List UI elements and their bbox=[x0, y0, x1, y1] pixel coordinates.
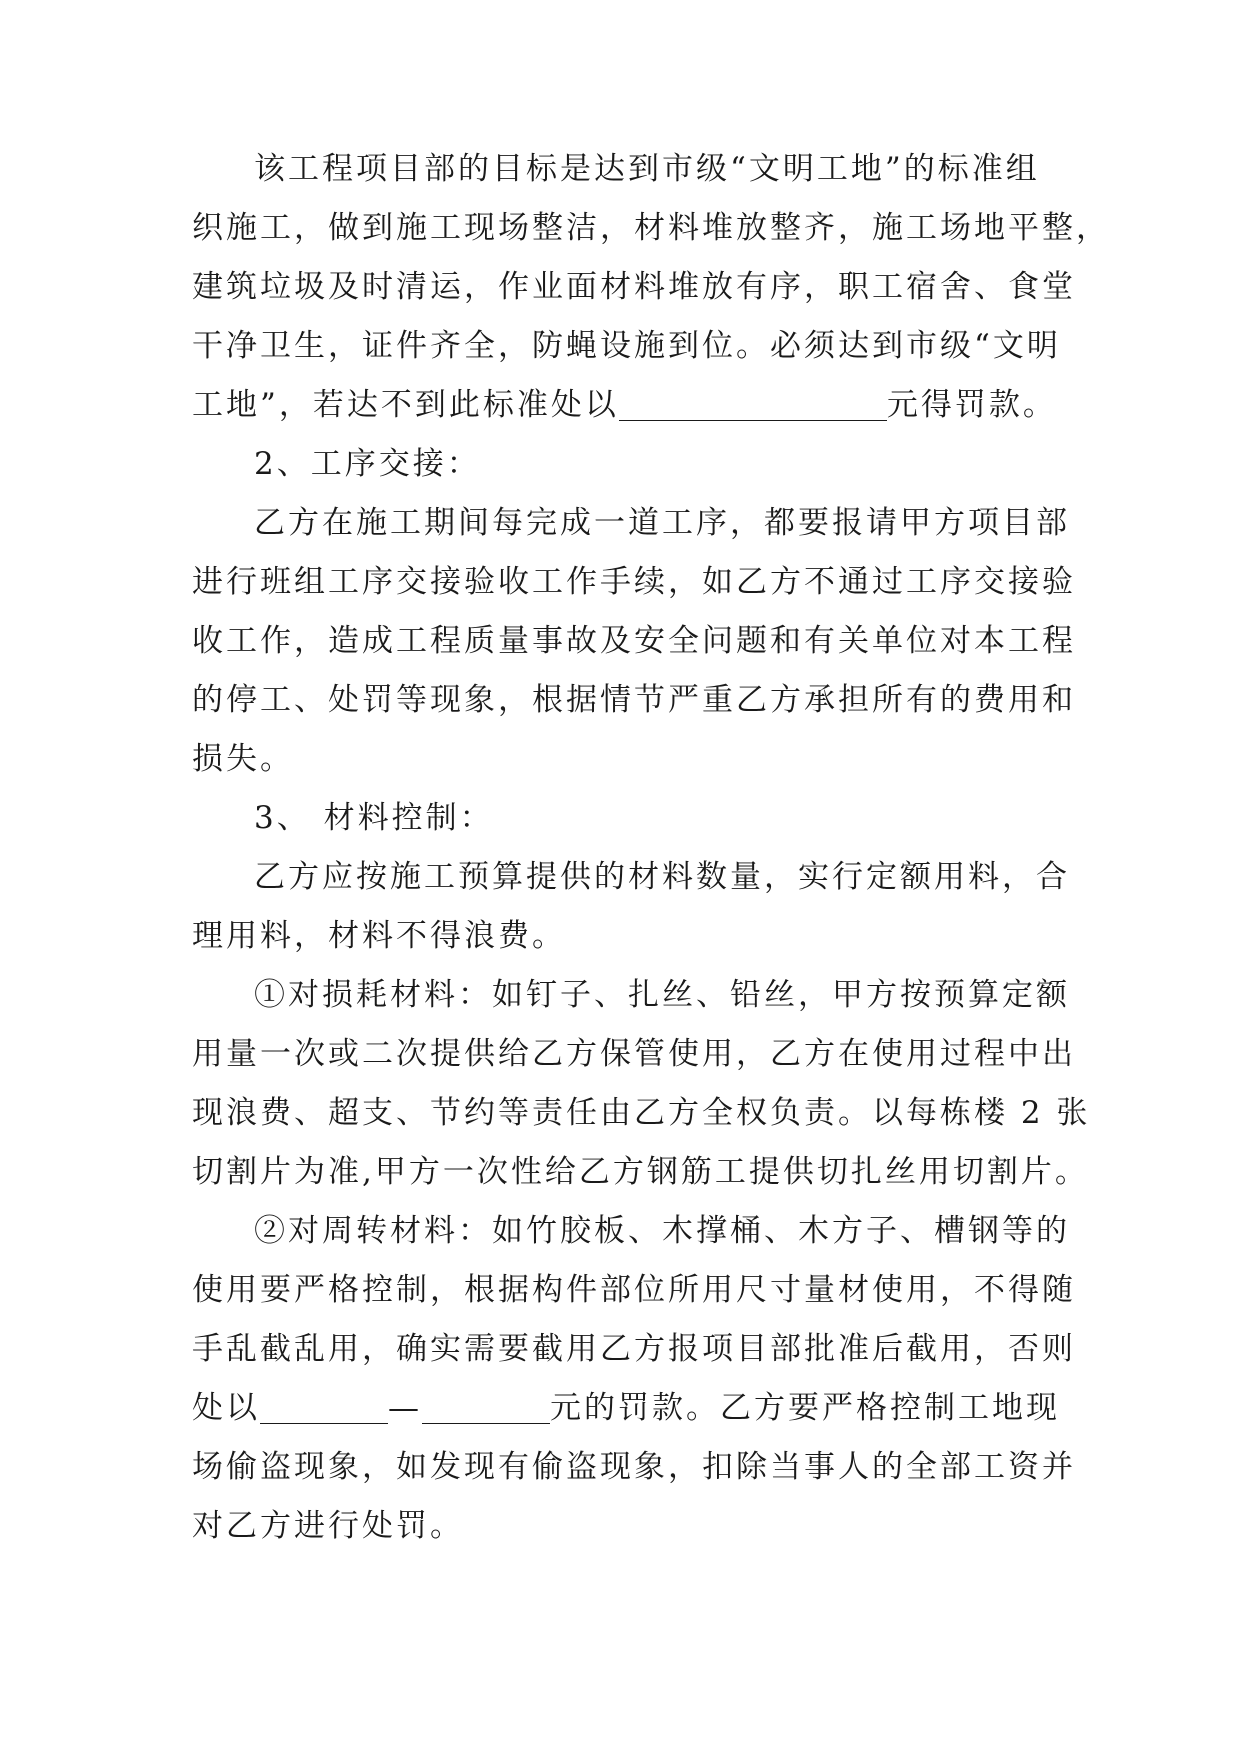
text-line: 收工作，造成工程质量事故及安全问题和有关单位对本工程 bbox=[192, 623, 1076, 659]
text-line: 对乙方进行处罚。 bbox=[192, 1508, 464, 1544]
text-line: 乙方应按施工预算提供的材料数量，实行定额用料，合 bbox=[254, 859, 1070, 895]
text-line: 的停工、处罚等现象，根据情节严重乙方承担所有的费用和 bbox=[192, 682, 1076, 718]
text-line: 损失。 bbox=[192, 741, 294, 777]
text-line: 手乱截乱用，确实需要截用乙方报项目部批准后截用，否则 bbox=[192, 1331, 1076, 1367]
text-line: ②对周转材料：如竹胶板、木撑桶、木方子、槽钢等的 bbox=[254, 1213, 1070, 1249]
text-line: 场偷盗现象，如发现有偷盗现象，扣除当事人的全部工资并 bbox=[192, 1449, 1076, 1485]
document-page bbox=[192, 140, 1110, 1556]
text-line: 进行班组工序交接验收工作手续，如乙方不通过工序交接验 bbox=[192, 564, 1076, 600]
text-line: 切割片为准,甲方一次性给乙方钢筋工提供切扎丝用切割片。 bbox=[192, 1154, 1089, 1190]
text-line: 该工程项目部的目标是达到市级“文明工地”的标准组 bbox=[254, 151, 1040, 187]
fill-in-blank bbox=[260, 1379, 388, 1438]
paragraph-turnover-materials bbox=[192, 1202, 1076, 1556]
text-line: 乙方在施工期间每完成一道工序，都要报请甲方项目部 bbox=[254, 505, 1070, 541]
text-fragment: 元的罚款。乙方要严格控制工地现 bbox=[550, 1390, 1060, 1426]
paragraph-civilized-site bbox=[192, 140, 1110, 435]
text-line: 干净卫生，证件齐全，防蝇设施到位。必须达到市级“文明 bbox=[192, 328, 1061, 364]
section-heading-process-handover: 2、工序交接： bbox=[254, 446, 481, 482]
text-line: 理用料，材料不得浪费。 bbox=[192, 918, 566, 954]
text-line: 织施工，做到施工现场整洁，材料堆放整齐，施工场地平整， bbox=[192, 210, 1110, 246]
dash: — bbox=[388, 1390, 422, 1426]
text-fragment: 工地”，若达不到此标准处以 bbox=[192, 387, 619, 423]
text-line bbox=[192, 376, 1057, 435]
text-line bbox=[192, 1379, 1060, 1438]
paragraph-consumable-materials bbox=[192, 966, 1091, 1202]
paragraph-process-handover bbox=[192, 494, 1076, 789]
text-line: ①对损耗材料：如钉子、扎丝、铅丝，甲方按预算定额 bbox=[254, 977, 1070, 1013]
text-line: 现浪费、超支、节约等责任由乙方全权负责。以每栋楼 2 张 bbox=[192, 1095, 1091, 1131]
text-fragment: 处以 bbox=[192, 1390, 260, 1426]
section-heading-material-control: 3、 材料控制： bbox=[254, 800, 494, 836]
fill-in-blank bbox=[422, 1379, 550, 1438]
fill-in-blank bbox=[619, 376, 887, 435]
text-fragment: 元得罚款。 bbox=[886, 387, 1057, 423]
text-line: 用量一次或二次提供给乙方保管使用，乙方在使用过程中出 bbox=[192, 1036, 1076, 1072]
text-line: 建筑垃圾及时清运，作业面材料堆放有序，职工宿舍、食堂 bbox=[192, 269, 1076, 305]
text-line: 使用要严格控制，根据构件部位所用尺寸量材使用，不得随 bbox=[192, 1272, 1076, 1308]
paragraph-material-quota bbox=[192, 848, 1070, 966]
